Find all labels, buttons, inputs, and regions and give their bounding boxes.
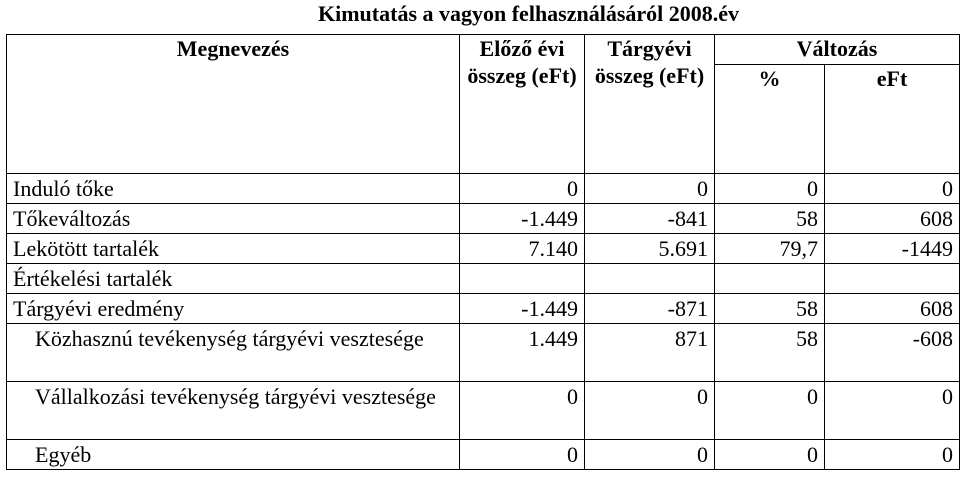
row-name: Induló tőke bbox=[7, 174, 460, 204]
table-row bbox=[7, 294, 960, 324]
row-curr: -841 bbox=[585, 204, 715, 234]
row-curr: 0 bbox=[585, 174, 715, 204]
row-pct: 58 bbox=[715, 324, 825, 382]
row-pct: 0 bbox=[715, 174, 825, 204]
header-change-pct bbox=[715, 65, 825, 174]
row-name: Egyéb bbox=[7, 440, 460, 470]
table-header-row bbox=[7, 35, 960, 65]
report-title: Kimutatás a vagyon felhasználásáról 2008.év bbox=[318, 1, 740, 26]
header-prev bbox=[460, 35, 585, 174]
row-pct: 0 bbox=[715, 440, 825, 470]
row-name: Értékelési tartalék bbox=[7, 264, 460, 294]
row-name: Tőkeváltozás bbox=[7, 204, 460, 234]
header-change-eft bbox=[825, 65, 960, 174]
row-prev: 0 bbox=[460, 440, 585, 470]
table-row bbox=[7, 440, 960, 470]
row-eft: 0 bbox=[825, 382, 960, 440]
row-eft: 608 bbox=[825, 294, 960, 324]
table-row bbox=[7, 382, 960, 440]
row-eft: 0 bbox=[825, 440, 960, 470]
row-eft: -608 bbox=[825, 324, 960, 382]
row-pct bbox=[715, 264, 825, 294]
header-change-label: Változás bbox=[796, 36, 878, 61]
row-prev bbox=[460, 264, 585, 294]
row-pct: 0 bbox=[715, 382, 825, 440]
row-curr: -871 bbox=[585, 294, 715, 324]
header-change-eft-label: eFt bbox=[876, 66, 908, 91]
row-prev: 0 bbox=[460, 382, 585, 440]
row-eft: 0 bbox=[825, 174, 960, 204]
table-row bbox=[7, 174, 960, 204]
report-title-bar bbox=[0, 0, 960, 30]
row-prev: -1.449 bbox=[460, 294, 585, 324]
row-name: Vállalkozási tevékenység tárgyévi vesztesége bbox=[7, 382, 460, 440]
row-pct: 58 bbox=[715, 204, 825, 234]
header-prev-label: Előző évi összeg (eFt) bbox=[467, 36, 577, 88]
header-change bbox=[715, 35, 960, 65]
row-prev: 0 bbox=[460, 174, 585, 204]
table-row bbox=[7, 204, 960, 234]
row-name: Közhasznú tevékenység tárgyévi vesztesége bbox=[7, 324, 460, 382]
row-curr: 5.691 bbox=[585, 234, 715, 264]
header-change-pct-label: % bbox=[758, 66, 781, 91]
row-eft: -1449 bbox=[825, 234, 960, 264]
row-name: Tárgyévi eredmény bbox=[7, 294, 460, 324]
table-row bbox=[7, 234, 960, 264]
row-prev: 1.449 bbox=[460, 324, 585, 382]
row-eft: 608 bbox=[825, 204, 960, 234]
asset-usage-table bbox=[6, 34, 960, 470]
table-row bbox=[7, 324, 960, 382]
row-curr: 0 bbox=[585, 440, 715, 470]
header-name bbox=[7, 35, 460, 174]
header-curr bbox=[585, 35, 715, 174]
row-eft bbox=[825, 264, 960, 294]
row-prev: 7.140 bbox=[460, 234, 585, 264]
row-curr: 0 bbox=[585, 382, 715, 440]
row-curr: 871 bbox=[585, 324, 715, 382]
header-name-label: Megnevezés bbox=[176, 36, 290, 61]
row-curr bbox=[585, 264, 715, 294]
header-curr-label: Tárgyévi összeg (eFt) bbox=[594, 36, 705, 88]
row-prev: -1.449 bbox=[460, 204, 585, 234]
row-name: Lekötött tartalék bbox=[7, 234, 460, 264]
row-pct: 79,7 bbox=[715, 234, 825, 264]
row-pct: 58 bbox=[715, 294, 825, 324]
table-row bbox=[7, 264, 960, 294]
